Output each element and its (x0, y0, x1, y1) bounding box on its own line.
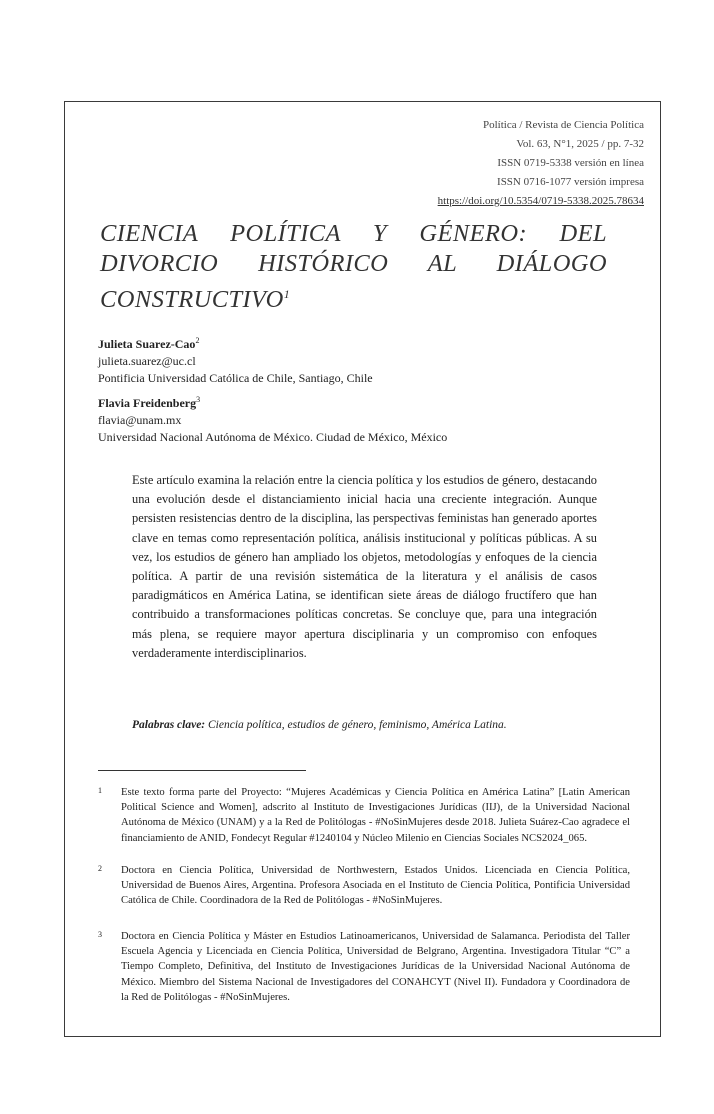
issn-online: ISSN 0719-5338 versión en línea (497, 157, 644, 169)
title-line-3 (100, 279, 607, 315)
author-email[interactable]: julieta.suarez@uc.cl (98, 354, 196, 368)
author-block-2 (98, 391, 447, 446)
journal-name: Política / Revista de Ciencia Política (483, 119, 644, 131)
author-footnote-ref[interactable]: 2 (195, 336, 200, 345)
journal-volume: Vol. 63, N°1, 2025 / pp. 7-32 (516, 138, 644, 150)
keywords (132, 719, 507, 731)
author-affiliation: Universidad Nacional Autónoma de México. Ciudad de México, México (98, 430, 448, 444)
footnote-text: Este texto forma parte del Proyecto: “Mujeres Académicas y Ciencia Política en América Latina” [Latin American Political Science and Women], adscrito al Instituto de Investigaciones Jurídicas (IIJ), de la Universidad Nacional Autónoma de México (UNAM) y a la Red de Politólogas - #NoSinMujeres desde 2018. Julieta Suárez-Cao agradece el financiamiento de ANID, Fondecyt Regular #1240104 y Núcleo Milenio en Ciencias Sociales NCS2024_065. (121, 787, 630, 844)
abstract: Este artículo examina la relación entre la ciencia política y los estudios de género, destacando una evolución desde el distanciamiento inicial hacia una creciente integración. Aunque persisten resistencias dentro de la disciplina, las perspectivas feministas han generado aportes clave en temas como representación política, análisis institucional y políticas públicas. A su vez, los estudios de género han ampliado los objetos, metodologías y enfoques de la ciencia política. A partir de una revisión sistemática de la literatura y el análisis de casos paradigmáticos en América Latina, se identifican siete áreas de diálogo fructífero que han contribuido a transformaciones políticas concretas. Se concluye que, para una integración más plena, se requiere mayor apertura disciplinaria y un compromiso con enfoques verdaderamente interdisciplinarios. (132, 473, 597, 660)
footnote-2 (98, 863, 630, 909)
title-line-2: DIVORCIO HISTÓRICO AL DIÁLOGO (100, 250, 607, 277)
author-footnote-ref[interactable]: 3 (196, 395, 201, 404)
author-block-1 (98, 332, 373, 387)
footnote-separator (98, 770, 306, 771)
issn-print: ISSN 0716-1077 versión impresa (497, 176, 644, 188)
title-footnote-ref[interactable]: 1 (283, 287, 291, 301)
journal-header (438, 116, 644, 211)
keywords-text: Ciencia política, estudios de género, feminismo, América Latina. (208, 719, 507, 731)
title-line-1: CIENCIA POLÍTICA Y GÉNERO: DEL (100, 220, 607, 247)
footnote-number: 3 (98, 930, 102, 939)
keywords-label: Palabras clave: (132, 719, 206, 731)
footnote-number: 2 (98, 864, 102, 873)
author-name: Flavia Freidenberg (98, 396, 197, 410)
footnote-text: Doctora en Ciencia Política, Universidad de Northwestern, Estados Unidos. Licenciada en Ciencia Política, Universidad de Buenos Aires, Argentina. Profesora Asociada en el Instituto de Ciencia Política, Pontificia Universidad Católica de Chile. Coordinadora de la Red de Politólogas - #NoSinMujeres. (121, 865, 630, 907)
doi-link[interactable]: https://doi.org/10.5354/0719-5338.2025.78634 (437, 195, 644, 207)
author-affiliation: Pontificia Universidad Católica de Chile, Santiago, Chile (98, 371, 373, 385)
author-email[interactable]: flavia@unam.mx (98, 413, 182, 427)
title-line-3-text: CONSTRUCTIVO (100, 286, 284, 314)
footnote-text: Doctora en Ciencia Política y Máster en Estudios Latinoamericanos, Universidad de Salamanca. Periodista del Taller Escuela Agencia y Licenciada en Ciencia Política, Universidad de Belgrano, Argentina. Investigadora Titular “C” a Tiempo Completo, Definitiva, del Instituto de Investigaciones Jurídicas de la Universidad Nacional Autónoma de México. Miembro del Sistema Nacional de Investigadores del CONAHCYT (Nivel II). Fundadora y Coordinadora de la Red de Politólogas - #NoSinMujeres. (121, 931, 630, 1003)
article-title (100, 219, 607, 315)
footnote-number: 1 (98, 786, 102, 795)
author-name: Julieta Suarez-Cao (98, 337, 196, 351)
footnote-1 (98, 785, 630, 846)
footnote-3 (98, 929, 630, 1005)
paper-page (64, 101, 661, 1037)
